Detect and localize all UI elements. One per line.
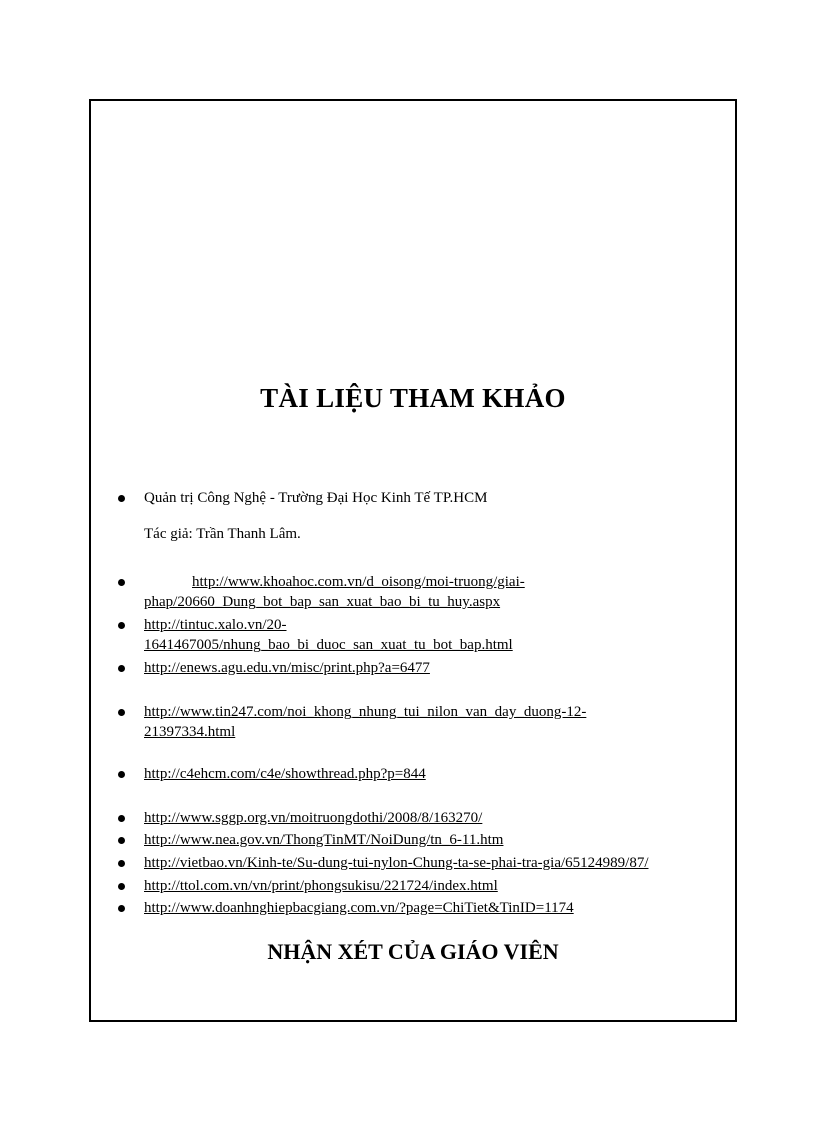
reference-link[interactable]: http://www.sggp.org.vn/moitruongdothi/2008/8/163270/ xyxy=(144,810,483,826)
book-reference-text xyxy=(144,488,729,544)
teacher-comments-heading: NHẬN XÉT CỦA GIÁO VIÊN xyxy=(267,939,559,964)
reference-link[interactable]: http://tintuc.xalo.vn/20- 1641467005/nhung_bao_bi_duoc_san_xuat_tu_bot_bap.html xyxy=(144,617,513,653)
reference-link[interactable]: http://c4ehcm.com/c4e/showthread.php?p=844 xyxy=(144,766,426,782)
reference-link[interactable]: http://ttol.com.vn/vn/print/phongsukisu/221724/index.html xyxy=(144,878,498,894)
bullet-icon xyxy=(118,905,125,912)
bullet-icon xyxy=(118,495,125,502)
bullet-icon xyxy=(118,771,125,778)
bullet-icon xyxy=(118,883,125,890)
bullet-icon xyxy=(118,837,125,844)
bullet-icon xyxy=(118,815,125,822)
bullet-icon xyxy=(118,579,125,586)
bullet-icon xyxy=(118,860,125,867)
reference-link[interactable]: http://www.khoahoc.com.vn/d_oisong/moi-truong/giai- phap/20660_Dung_bot_bap_san_xuat_bao_bi_tu_huy.aspx xyxy=(144,574,525,610)
reference-link[interactable]: http://www.nea.gov.vn/ThongTinMT/NoiDung/tn_6-11.htm xyxy=(144,832,504,848)
book-title: Quản trị Công Nghệ - Trường Đại Học Kinh Tế TP.HCM xyxy=(144,490,488,506)
reference-link[interactable]: http://www.tin247.com/noi_khong_nhung_tui_nilon_van_day_duong-12- 21397334.html xyxy=(144,704,587,740)
reference-link[interactable]: http://vietbao.vn/Kinh-te/Su-dung-tui-nylon-Chung-ta-se-phai-tra-gia/65124989/87/ xyxy=(144,855,649,871)
reference-link[interactable]: http://enews.agu.edu.vn/misc/print.php?a=6477 xyxy=(144,660,430,676)
bullet-icon xyxy=(118,709,125,716)
page-title: TÀI LIỆU THAM KHẢO xyxy=(260,383,566,413)
bullet-icon xyxy=(118,622,125,629)
bullet-icon xyxy=(118,665,125,672)
reference-link[interactable]: http://www.doanhnghiepbacgiang.com.vn/?page=ChiTiet&TinID=1174 xyxy=(144,900,574,916)
book-author: Tác giả: Trần Thanh Lâm. xyxy=(144,526,301,542)
page-frame xyxy=(89,99,737,1022)
